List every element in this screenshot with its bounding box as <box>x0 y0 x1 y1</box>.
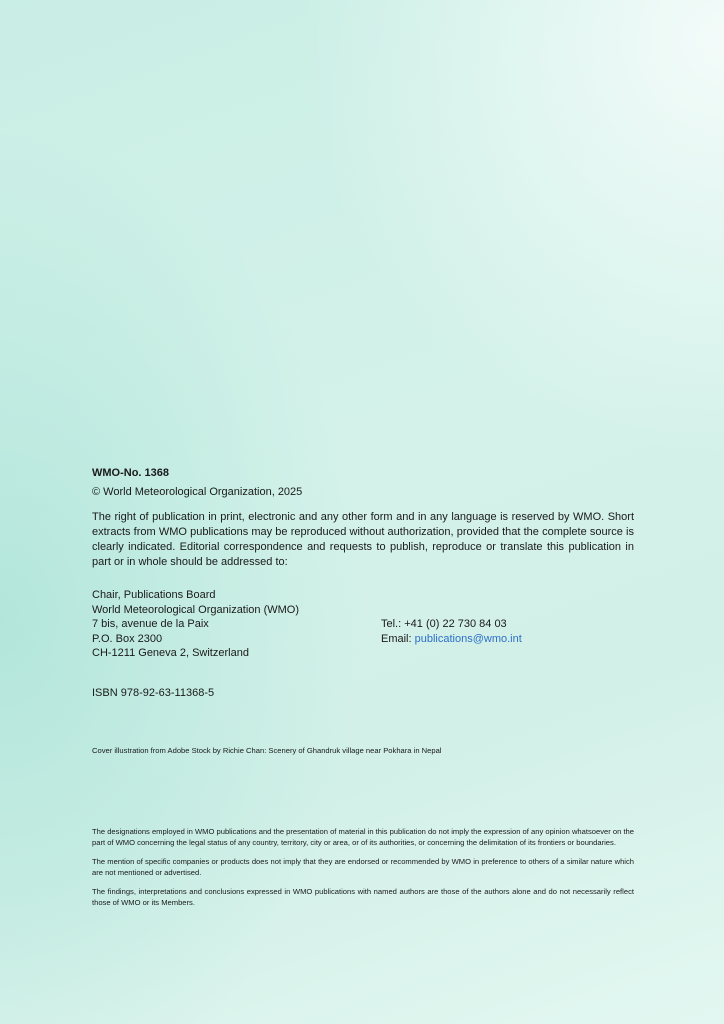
address-block <box>92 588 634 661</box>
email-line <box>381 632 522 647</box>
disclaimers <box>92 826 634 908</box>
disclaimer-paragraph: The mention of specific companies or products does not imply that they are endorsed or recommended by WMO in preference to others of a similar nature which are not mentioned or advertised. <box>92 856 634 877</box>
email-label: Email: <box>381 632 415 645</box>
email-link[interactable]: publications@wmo.int <box>414 632 522 645</box>
disclaimer-paragraph: The findings, interpretations and conclusions expressed in WMO publications with named authors are those of the authors alone and do not necessarily reflect those of WMO or its Members. <box>92 886 634 907</box>
isbn: ISBN 978-92-63-11368-5 <box>92 686 215 699</box>
cover-credit: Cover illustration from Adobe Stock by Richie Chan: Scenery of Ghandruk village near Pokhara in Nepal <box>92 745 442 755</box>
disclaimer-paragraph: The designations employed in WMO publications and the presentation of material in this publication do not imply the expression of any opinion whatsoever on the part of WMO concerning the legal status of any country, territory, city or area, or of its authorities, or concerning the delimitation of its frontiers or boundaries. <box>92 826 635 847</box>
address-line: CH-1211 Geneva 2, Switzerland <box>92 647 249 659</box>
publication-number: WMO-No. 1368 <box>92 467 170 479</box>
contact-info <box>381 617 522 646</box>
address-line: 7 bis, avenue de la Paix <box>92 618 209 630</box>
rights-statement: The right of publication in print, electronic and any other form and in any language is reserved by WMO. Short extracts from WMO publications may be reproduced without authorization, provided that the complete source is clearly indicated. Editorial correspondence and requests to publish, reproduce or translate this publication in part or in whole should be addressed to: <box>92 511 634 568</box>
address-line: World Meteorological Organization (WMO) <box>92 603 300 616</box>
address-line: P.O. Box 2300 <box>92 632 163 645</box>
telephone: Tel.: +41 (0) 22 730 84 03 <box>381 618 507 630</box>
address-line: Chair, Publications Board <box>92 589 216 601</box>
imprint-content <box>92 466 634 916</box>
copyright-notice: © World Meteorological Organization, 2025 <box>92 486 303 498</box>
